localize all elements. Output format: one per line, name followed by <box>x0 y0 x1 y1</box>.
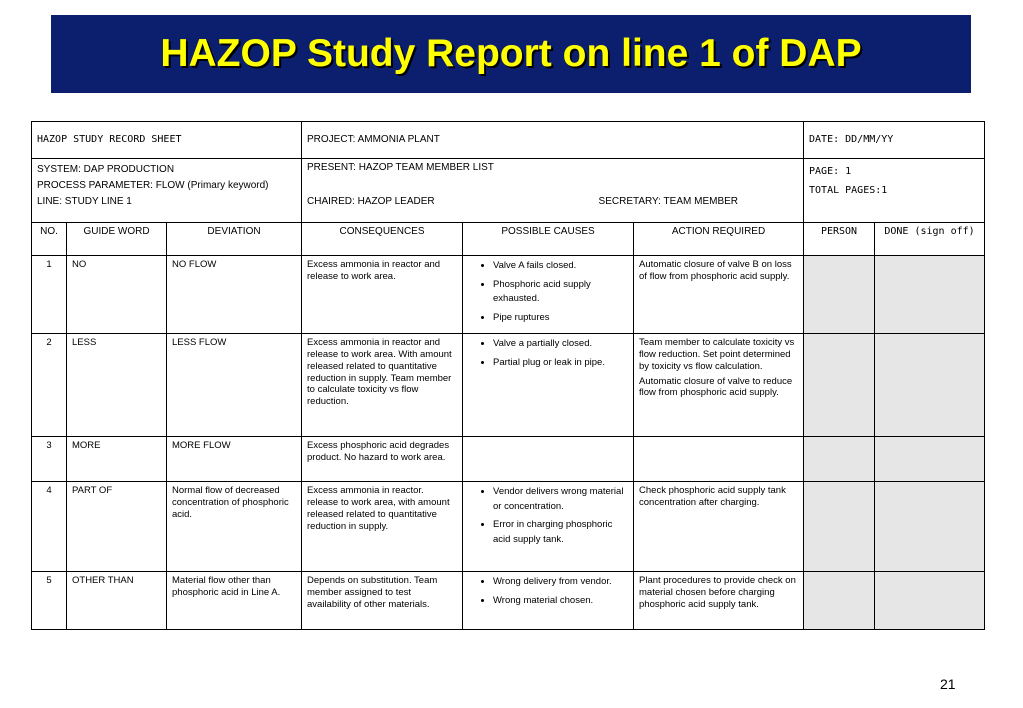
line-field: LINE: STUDY LINE 1 <box>37 196 132 207</box>
cause-item: • Wrong delivery from vendor. <box>493 575 628 590</box>
row-number: 1 <box>32 256 67 334</box>
deviation: NO FLOW <box>167 256 302 334</box>
possible-causes <box>463 571 634 629</box>
record-sheet-title: HAZOP STUDY RECORD SHEET <box>32 122 302 159</box>
col-header-no: NO. <box>32 223 67 256</box>
action-required <box>634 571 804 629</box>
row-number: 5 <box>32 571 67 629</box>
person-cell <box>804 571 875 629</box>
action-item: Check phosphoric acid supply tank concentration after charging. <box>639 484 786 508</box>
action-required <box>634 256 804 334</box>
col-header-person: PERSON <box>804 223 875 256</box>
action-item: Plant procedures to provide check on material chosen before charging phosphoric acid supply tank. <box>639 574 796 610</box>
title-banner <box>51 15 971 93</box>
row-number: 2 <box>32 333 67 436</box>
possible-causes <box>463 256 634 334</box>
person-cell <box>804 436 875 481</box>
table-row <box>32 571 985 629</box>
column-header-row <box>32 223 985 256</box>
col-header-guide-word: GUIDE WORD <box>67 223 167 256</box>
cause-item: • Partial plug or leak in pipe. <box>493 356 628 371</box>
col-header-action-required: ACTION REQUIRED <box>634 223 804 256</box>
cause-item: • Valve A fails closed. <box>493 259 628 274</box>
cause-item: • Phosphoric acid supply exhausted. <box>493 278 628 307</box>
done-cell <box>875 571 985 629</box>
cause-item: • Wrong material chosen. <box>493 594 628 609</box>
person-cell <box>804 481 875 571</box>
done-cell <box>875 333 985 436</box>
secretary-field: SECRETARY: TEAM MEMBER <box>598 195 739 207</box>
total-pages-field: TOTAL PAGES:1 <box>809 185 888 196</box>
system-field: SYSTEM: DAP PRODUCTION <box>37 164 175 175</box>
done-cell <box>875 481 985 571</box>
done-cell <box>875 436 985 481</box>
table-row <box>32 436 985 481</box>
action-item: Team member to calculate toxicity vs flow reduction. Set point determined by toxicity vs flow calculation. <box>639 336 795 372</box>
hazop-record-sheet <box>31 121 985 630</box>
table-row <box>32 333 985 436</box>
system-info <box>32 159 302 223</box>
chaired-field: CHAIRED: HAZOP LEADER <box>307 195 435 207</box>
project-field: PROJECT: AMMONIA PLANT <box>302 122 804 159</box>
slide-number: 21 <box>940 676 956 692</box>
action-required <box>634 481 804 571</box>
person-cell <box>804 333 875 436</box>
col-header-possible-causes: POSSIBLE CAUSES <box>463 223 634 256</box>
cause-item: • Error in charging phosphoric acid supply tank. <box>493 518 628 547</box>
team-roles <box>307 196 798 209</box>
action-required <box>634 436 804 481</box>
cause-item: • Valve a partially closed. <box>493 337 628 352</box>
person-cell <box>804 256 875 334</box>
action-item: Automatic closure of valve B on loss of flow from phosphoric acid supply. <box>639 259 792 282</box>
process-parameter-field: PROCESS PARAMETER: FLOW (Primary keyword) <box>37 180 269 191</box>
possible-causes <box>463 436 634 481</box>
team-info <box>302 159 804 223</box>
consequences: Depends on substitution. Team member assigned to test availability of other materials. <box>302 571 463 629</box>
deviation: Material flow other than phosphoric acid in Line A. <box>167 571 302 629</box>
guide-word: PART OF <box>67 481 167 571</box>
header-row-1 <box>32 122 985 159</box>
possible-causes <box>463 333 634 436</box>
slide-title: HAZOP Study Report on line 1 of DAP <box>160 32 862 75</box>
guide-word: MORE <box>67 436 167 481</box>
present-field: PRESENT: HAZOP TEAM MEMBER LIST <box>307 162 494 173</box>
consequences: Excess ammonia in reactor and release to work area. <box>302 256 463 334</box>
done-cell <box>875 256 985 334</box>
table-row <box>32 256 985 334</box>
guide-word: OTHER THAN <box>67 571 167 629</box>
consequences: Excess ammonia in reactor. release to work area, with amount released related to quantitative reduction in supply. <box>302 481 463 571</box>
date-field: DATE: DD/MM/YY <box>804 122 985 159</box>
col-header-done: DONE (sign off) <box>875 223 985 256</box>
table-row <box>32 481 985 571</box>
col-header-deviation: DEVIATION <box>167 223 302 256</box>
col-header-consequences: CONSEQUENCES <box>302 223 463 256</box>
row-number: 4 <box>32 481 67 571</box>
consequences: Excess phosphoric acid degrades product. No hazard to work area. <box>302 436 463 481</box>
cause-item: • Pipe ruptures <box>493 311 628 326</box>
deviation: MORE FLOW <box>167 436 302 481</box>
consequences: Excess ammonia in reactor and release to work area. With amount released related to quantitative reduction in supply. Team member to calculate toxicity vs flow reduction. <box>302 333 463 436</box>
deviation: LESS FLOW <box>167 333 302 436</box>
header-row-2 <box>32 159 985 223</box>
action-required <box>634 333 804 436</box>
page-field: PAGE: 1 <box>809 166 852 177</box>
action-item: Automatic closure of valve to reduce flow from phosphoric acid supply. <box>639 375 793 399</box>
guide-word: NO <box>67 256 167 334</box>
possible-causes <box>463 481 634 571</box>
guide-word: LESS <box>67 333 167 436</box>
deviation: Normal flow of decreased concentration of phosphoric acid. <box>167 481 302 571</box>
page-info <box>804 159 985 223</box>
row-number: 3 <box>32 436 67 481</box>
cause-item: • Vendor delivers wrong material or concentration. <box>493 485 628 514</box>
